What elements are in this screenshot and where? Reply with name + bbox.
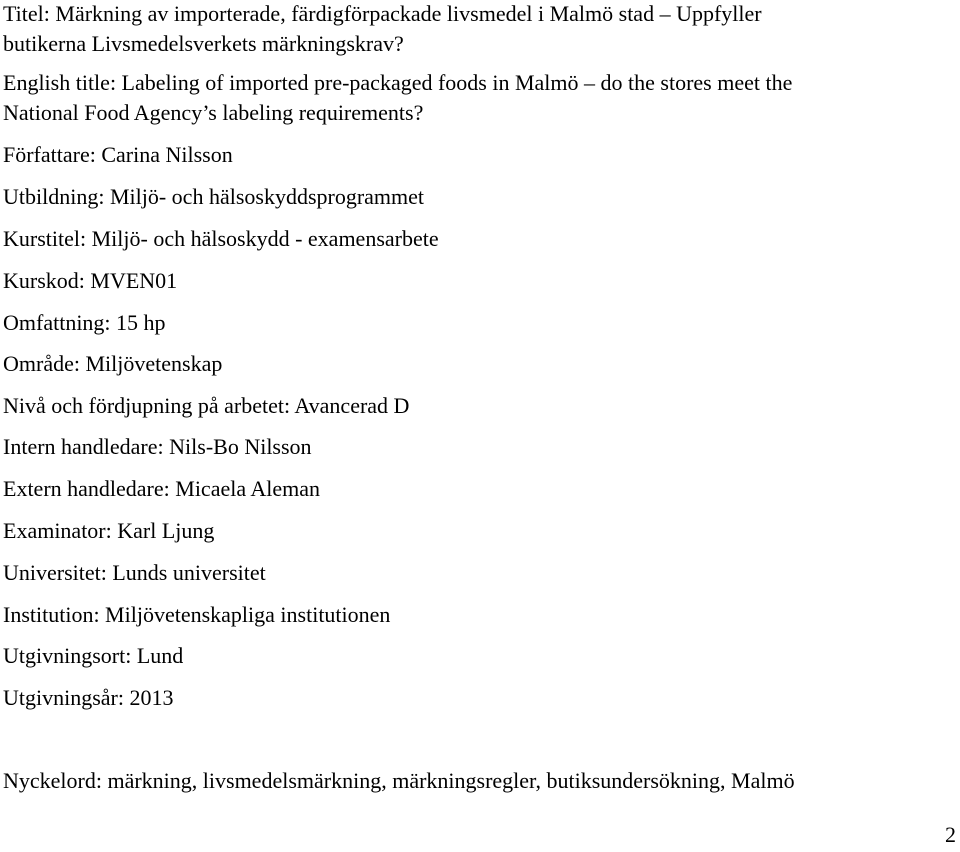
field-examiner: Examinator: Karl Ljung	[3, 518, 215, 543]
english-title-block	[3, 68, 933, 128]
field-area: Område: Miljövetenskap	[3, 351, 223, 376]
field-institution: Institution: Miljövetenskapliga institutionen	[3, 602, 391, 627]
swedish-title-line-2: butikerna Livsmedelsverkets märkningskrav?	[3, 31, 404, 56]
swedish-title-line-1: Titel: Märkning av importerade, färdigförpackade livsmedel i Malmö stad – Uppfyller	[3, 1, 762, 26]
field-university: Universitet: Lunds universitet	[3, 560, 266, 585]
keywords: Nyckelord: märkning, livsmedelsmärkning, märkningsregler, butiksundersökning, Malmö	[3, 768, 795, 793]
field-level: Nivå och fördjupning på arbetet: Avancerad D	[3, 393, 410, 418]
field-course-title: Kurstitel: Miljö- och hälsoskydd - examensarbete	[3, 226, 439, 251]
field-scope: Omfattning: 15 hp	[3, 310, 166, 335]
field-education: Utbildning: Miljö- och hälsoskyddsprogrammet	[3, 184, 425, 209]
field-internal-supervisor: Intern handledare: Nils-Bo Nilsson	[3, 434, 312, 459]
english-title-line-2: National Food Agency’s labeling requirements?	[3, 100, 424, 125]
field-publication-year: Utgivningsår: 2013	[3, 685, 174, 710]
english-title-line-1: English title: Labeling of imported pre-packaged foods in Malmö – do the stores meet the	[3, 70, 793, 95]
field-publication-place: Utgivningsort: Lund	[3, 643, 184, 668]
field-author: Författare: Carina Nilsson	[3, 142, 233, 167]
field-external-supervisor: Extern handledare: Micaela Aleman	[3, 476, 321, 501]
field-course-code: Kurskod: MVEN01	[3, 268, 178, 293]
page-number: 2	[945, 822, 956, 847]
title-block	[3, 0, 933, 59]
